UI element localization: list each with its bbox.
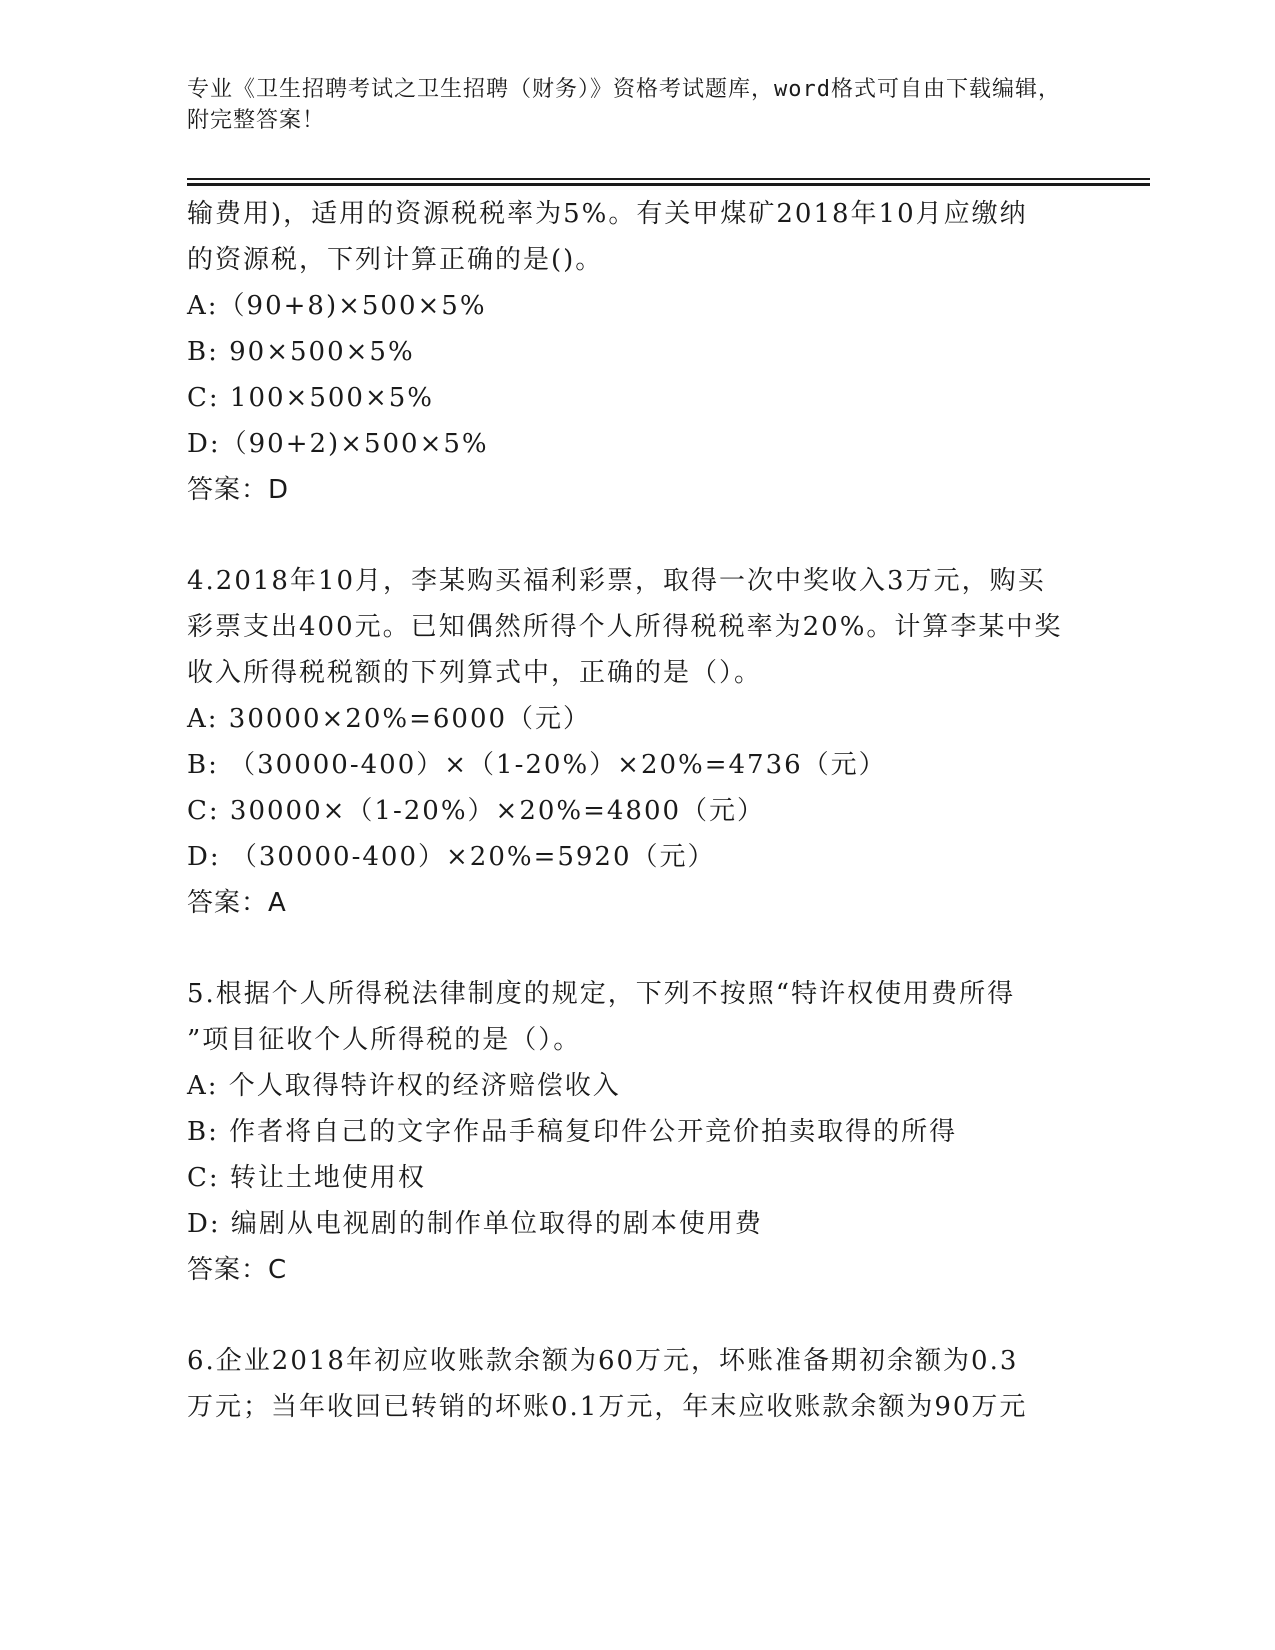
question-text: 彩票支出400元。已知偶然所得个人所得税税率为20%。计算李某中奖 [187, 612, 1063, 642]
option-a: A: 30000×20%=6000（元） [187, 704, 592, 734]
spacer [187, 513, 1087, 558]
question-text: 的资源税，下列计算正确的是()。 [187, 245, 604, 275]
question-block [187, 558, 1087, 926]
question-block [187, 971, 1087, 1293]
question-text: 4.2018年10月，李某购买福利彩票，取得一次中奖收入3万元，购买 [187, 566, 1046, 596]
question-text: 万元；当年收回已转销的坏账0.1万元，年末应收账款余额为90万元 [187, 1392, 1028, 1422]
option-a: A: 个人取得特许权的经济赔偿收入 [187, 1071, 621, 1101]
option-b: B: 90×500×5% [187, 337, 415, 367]
option-a: A:（90+8)×500×5% [187, 291, 487, 321]
option-c: C: 30000×（1-20%）×20%=4800（元） [187, 796, 766, 826]
option-c: C: 100×500×5% [187, 383, 434, 413]
question-block [187, 1338, 1087, 1430]
page-header: 专业《卫生招聘考试之卫生招聘（财务）》资格考试题库，word格式可自由下载编辑，附完整答案！ [187, 77, 1061, 133]
option-c: C: 转让土地使用权 [187, 1163, 426, 1193]
document-body [187, 191, 1087, 1430]
answer-line: 答案：C [187, 1255, 288, 1285]
spacer [187, 926, 1087, 971]
answer-line: 答案：A [187, 888, 287, 918]
option-b: B: 作者将自己的文字作品手稿复印件公开竞价拍卖取得的所得 [187, 1117, 958, 1147]
header-divider-thick [187, 183, 1150, 186]
question-text: 5.根据个人所得税法律制度的规定，下列不按照“特许权使用费所得 [187, 979, 1016, 1009]
option-d: D: 编剧从电视剧的制作单位取得的剧本使用费 [187, 1209, 763, 1239]
question-block [187, 191, 1087, 513]
option-b: B: （30000-400）×（1-20%）×20%=4736（元） [187, 750, 887, 780]
question-text: 收入所得税税额的下列算式中，正确的是（）。 [187, 658, 763, 688]
spacer [187, 1293, 1087, 1338]
question-text: 6.企业2018年初应收账款余额为60万元，坏账准备期初余额为0.3 [187, 1346, 1019, 1376]
option-d: D: （30000-400）×20%=5920（元） [187, 842, 716, 872]
header-divider-thin [187, 178, 1150, 180]
answer-line: 答案：D [187, 475, 290, 505]
option-d: D:（90+2)×500×5% [187, 429, 489, 459]
question-text: 输费用)，适用的资源税税率为5%。有关甲煤矿2018年10月应缴纳 [187, 199, 1028, 229]
question-text: ”项目征收个人所得税的是（）。 [187, 1025, 582, 1055]
